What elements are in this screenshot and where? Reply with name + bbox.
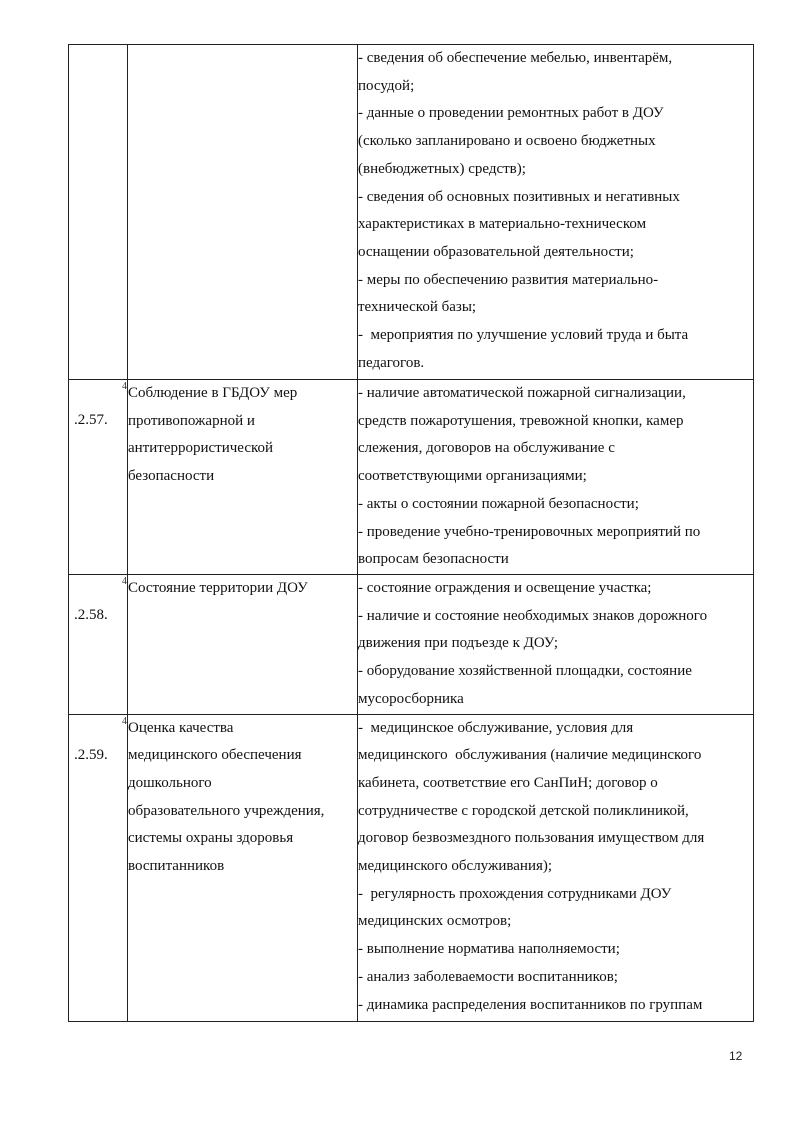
description-line: оснащении образовательной деятельности; [358,243,634,260]
title-line: противопожарной и [128,412,255,429]
description-line: медицинских осмотров; [358,913,512,930]
description-line: - динамика распределения воспитанников по группам [358,996,703,1013]
row-description-cell [358,380,754,575]
row-mark: 4 [122,715,127,727]
description-line: кабинета, соответствие его СанПиН; договор о [358,774,658,791]
description-line: - наличие автоматической пожарной сигнализации, [358,385,686,401]
description-line: - состояние ограждения и освещение участка; [358,580,652,596]
row-number: .2.59. [74,746,108,763]
description-line: - анализ заболеваемости воспитанников; [358,968,618,985]
description-line: - наличие и состояние необходимых знаков дорожного [358,607,708,624]
description-line: посудой; [358,77,415,94]
row-title-cell [128,380,358,575]
row-number-cell [69,45,128,380]
table-row-continuation [69,45,754,380]
description-line: - медицинское обслуживание, условия для [358,719,634,736]
title-line: безопасности [128,468,215,485]
description-line: медицинского обслуживания (наличие медицинского [358,747,702,764]
title-line: Соблюдение в ГБДОУ мер [128,385,298,401]
description-line: слежения, договоров на обслуживание с [358,440,615,457]
description-line: педагогов. [358,354,425,371]
title-line: Оценка качества [128,719,234,736]
title-line: воспитанников [128,858,225,875]
description-line: (сколько запланировано и освоено бюджетных [358,133,656,150]
title-line: Состояние территории ДОУ [128,580,308,596]
description-line: вопросам безопасности [358,551,509,568]
row-number: .2.58. [74,607,108,623]
description-line: медицинского обслуживания); [358,858,553,875]
row-number-cell [69,714,128,1021]
title-line: системы охраны здоровья [128,830,294,847]
description-line: технической базы; [358,299,477,316]
row-mark: 4 [122,576,127,587]
description-line: - сведения об основных позитивных и негативных [358,188,680,205]
title-line: антитеррористической [128,440,274,457]
description-line: - меры по обеспечению развития материально- [358,271,659,288]
description-line: - мероприятия по улучшение условий труда и быта [358,327,689,344]
row-number-cell [69,575,128,715]
table-row-2-57 [69,380,754,575]
description-line: характеристиках в материально-техническом [358,216,647,233]
row-title-cell [128,714,358,1021]
row-number-cell [69,380,128,575]
row-mark: 4 [122,381,127,392]
description-line: средств пожаротушения, тревожной кнопки, камер [358,412,684,429]
page-number: 12 [729,1049,743,1063]
description-line: - оборудование хозяйственной площадки, состояние [358,663,692,680]
criteria-table [68,44,754,1022]
description-line: - выполнение норматива наполняемости; [358,941,620,958]
row-description-cell [358,714,754,1021]
description-line: движения при подъезде к ДОУ; [358,635,559,652]
description-line: - регулярность прохождения сотрудниками ДОУ [358,885,672,902]
description-line: - акты о состоянии пожарной безопасности; [358,495,639,512]
title-line: медицинского обеспечения [128,747,302,764]
description-line: договор безвозмездного пользования имуществом для [358,830,705,847]
description-line: соответствующими организациями; [358,468,587,485]
description-line: - сведения об обеспечение мебелью, инвентарём, [358,50,673,66]
description-line: мусоросборника [358,690,464,707]
row-number: .2.57. [74,412,108,428]
row-description-cell [358,575,754,715]
title-line: дошкольного [128,774,212,791]
description-line: - данные о проведении ремонтных работ в ДОУ [358,105,664,122]
row-title-cell [128,45,358,380]
title-line: образовательного учреждения, [128,802,325,819]
description-line: - проведение учебно-тренировочных мероприятий по [358,523,701,540]
table-row-2-59 [69,714,754,1021]
table-row-2-58 [69,575,754,715]
row-description-cell [358,45,754,380]
description-line: сотрудничестве с городской детской поликлиникой, [358,802,689,819]
description-line: (внебюджетных) средств); [358,160,526,177]
row-title-cell [128,575,358,715]
